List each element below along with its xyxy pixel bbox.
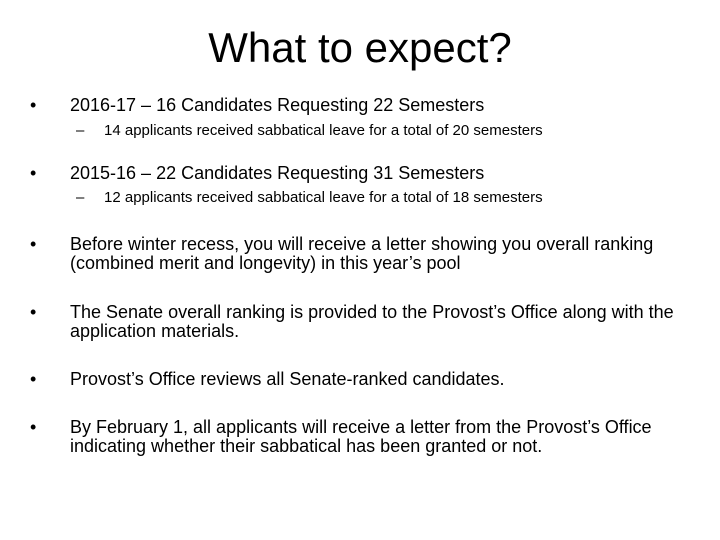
slide-title: What to expect? — [208, 24, 512, 71]
bullet-marker: • — [30, 163, 37, 183]
bullet-marker: • — [30, 417, 37, 437]
bullet-item — [30, 164, 690, 183]
bullet-text: Before winter recess, you will receive a letter showing you overall ranking (combined merit and longevity) in this year’s pool — [70, 234, 654, 273]
sub-bullet-text: 14 applicants received sabbatical leave for a total of 20 semesters — [104, 122, 543, 139]
bullet-item — [30, 370, 690, 389]
bullet-text: 2015-16 – 22 Candidates Requesting 31 Semesters — [70, 163, 485, 183]
sub-bullet-marker: – — [76, 122, 85, 139]
sub-bullet-marker: – — [76, 189, 85, 206]
bullet-item — [30, 96, 690, 115]
bullet-item — [30, 303, 690, 341]
bullet-text: By February 1, all applicants will receive a letter from the Provost’s Office indicating whether their sabbatical has been granted or not. — [70, 417, 652, 456]
sub-bullet-item — [76, 189, 696, 206]
bullet-marker: • — [30, 95, 37, 115]
bullet-marker: • — [30, 369, 37, 389]
bullet-text: The Senate overall ranking is provided to the Provost’s Office along with the application materials. — [70, 302, 674, 341]
bullet-marker: • — [30, 302, 37, 322]
bullet-text: Provost’s Office reviews all Senate-ranked candidates. — [70, 369, 505, 389]
sub-bullet-item — [76, 122, 696, 139]
bullet-item — [30, 418, 690, 456]
bullet-text: 2016-17 – 16 Candidates Requesting 22 Semesters — [70, 95, 485, 115]
bullet-marker: • — [30, 234, 37, 254]
bullet-item — [30, 235, 690, 273]
sub-bullet-text: 12 applicants received sabbatical leave for a total of 18 semesters — [104, 189, 543, 206]
